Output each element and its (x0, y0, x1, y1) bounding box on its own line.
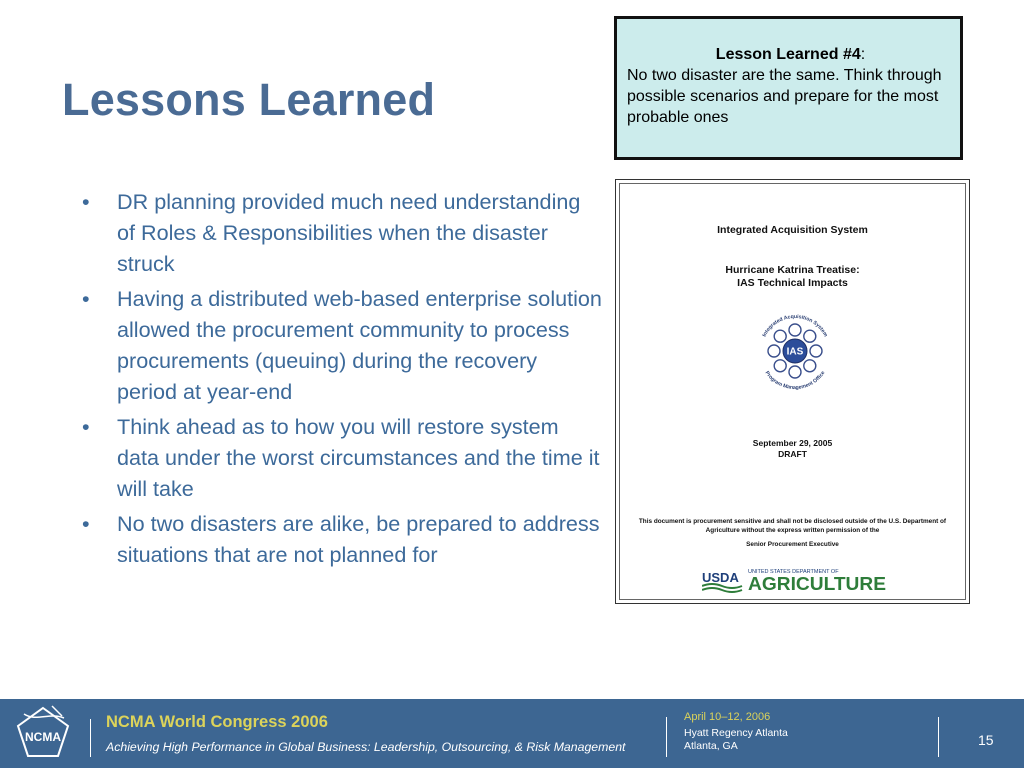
seal-center-text: IAS (786, 346, 804, 358)
document-thumbnail (615, 179, 970, 604)
conference-date: April 10–12, 2006 (684, 711, 771, 723)
treatise-line-2: IAS Technical Impacts (737, 277, 848, 289)
document-system-title: Integrated Acquisition System (717, 224, 868, 236)
conference-subtitle: Achieving High Performance in Global Business: Leadership, Outsourcing, & Risk Management (106, 740, 626, 754)
bullet-text: Having a distributed web-based enterprise solution allowed the procurement community to process procurements (queuing) during the recovery period at year-end (117, 286, 602, 404)
page-number: 15 (978, 732, 994, 748)
footer-divider (90, 719, 91, 757)
bullet-item (82, 283, 602, 407)
usda-agency-text: AGRICULTURE (748, 574, 886, 594)
usda-abbr-text: USDA (702, 570, 739, 585)
ncma-logo-icon (12, 704, 74, 762)
document-notice: This document is procurement sensitive and shall not be disclosed outside of the U.S. Department of Agriculture without the express written permission of the (638, 518, 947, 534)
bullet-item (82, 508, 602, 570)
ias-seal-icon (752, 308, 838, 394)
document-signer: Senior Procurement Executive (746, 541, 839, 548)
conference-venue (684, 727, 788, 753)
callout-heading-label: Lesson Learned #4 (715, 46, 861, 63)
treatise-line-1: Hurricane Katrina Treatise: (725, 264, 860, 276)
ncma-logo-text: NCMA (25, 730, 61, 744)
callout-heading-colon: : (860, 46, 866, 63)
footer-bar (0, 699, 1024, 768)
conference-name: NCMA World Congress 2006 (106, 713, 328, 731)
seal-ring-top-text: Integrated Acquisition System (761, 313, 829, 338)
document-date: September 29, 2005 (752, 438, 833, 448)
footer-divider (938, 717, 939, 757)
bullet-marker: • (82, 414, 90, 439)
bullet-marker: • (82, 511, 90, 536)
venue-line-2: Atlanta, GA (684, 740, 738, 752)
lesson-callout-box (614, 16, 963, 160)
bullet-marker: • (82, 286, 90, 311)
bullet-text: Think ahead as to how you will restore system data under the worst circumstances and the time it will take (117, 414, 600, 501)
bullet-item (82, 186, 602, 279)
footer-divider (666, 717, 667, 757)
bullet-text: No two disasters are alike, be prepared to address situations that are not planned for (117, 511, 600, 567)
venue-line-1: Hyatt Regency Atlanta (684, 727, 788, 739)
document-page (619, 183, 966, 600)
document-treatise-title (620, 264, 965, 290)
seal-ring-bottom-text: Program Management Office (763, 370, 827, 392)
callout-body: No two disaster are the same. Think through possible scenarios and prepare for the most probable ones (627, 67, 942, 126)
bullet-item (82, 411, 602, 504)
usda-logo (702, 566, 892, 594)
bullet-text: DR planning provided much need understanding of Roles & Responsibilities when the disaster struck (117, 189, 581, 276)
bullet-marker: • (82, 189, 90, 214)
document-date-block (620, 438, 965, 460)
bullet-list (82, 186, 602, 574)
usda-department-text: UNITED STATES DEPARTMENT OF (748, 569, 839, 575)
slide-title: Lessons Learned (62, 74, 436, 125)
document-status: DRAFT (778, 449, 807, 459)
callout-heading (627, 44, 954, 65)
